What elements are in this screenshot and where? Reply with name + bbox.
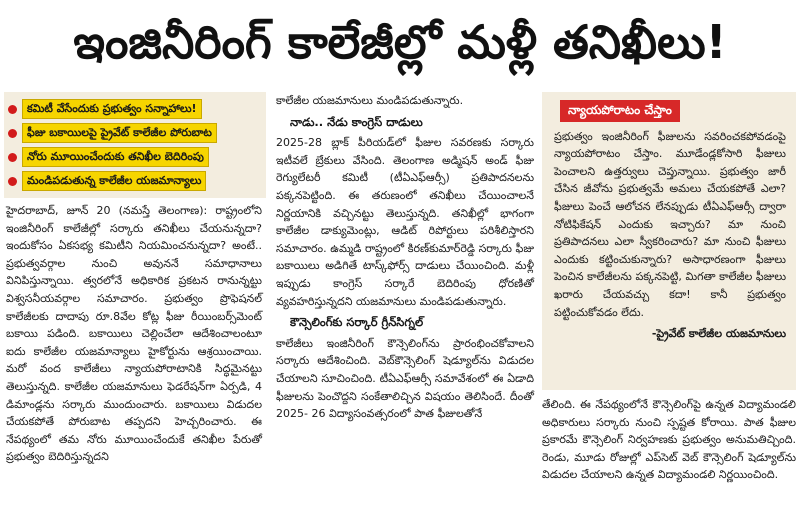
red-bullet-icon [8,177,17,186]
subheading: కౌన్సెలింగ్‌కు సర్కార్ గ్రీన్‌సిగ్నల్ [290,315,424,330]
highlight-text: నోరు మూయించేందుకు తనిఖీల బెదిరింపు [22,147,209,167]
headline: ఇంజినీరింగ్ కాలేజీల్లో మళ్లీ తనిఖీలు! [73,15,727,69]
highlights-box [4,92,266,198]
column-1 [6,202,262,466]
highlight-text: కమిటీ వేసేందుకు ప్రభుత్వం సన్నాహాలు! [22,99,202,119]
quote-box-title: న్యాయపోరాటం చేస్తాం [560,100,680,122]
red-bullet-icon [8,105,17,114]
highlight-text: ఫీజు బకాయిలపై ప్రైవేట్ కాలేజీల పోరుబాట [22,123,217,143]
quote-signature: -ప్రైవేట్ కాలేజీల యజమానులు [651,327,786,341]
highlight-item [8,99,262,119]
highlight-item [8,147,262,167]
article-paragraph: కాలేజీలు ఇంజినీరింగ్ కౌన్సెలింగ్‌ను ప్రారంభించకోవాలని సర్కారు ఆదేశించింది. వెబ్‌కౌన్సెలింగ్ షెడ్యూల్‌ను విడుదల చేయాలని సూచించింది. టీఏఎఫ్‌ఆర్సీ సమావేశంలో ఈ ఏడాది ఫీజులను పెంచొద్దని సంకేతాలిచ్చిన విషయం తెలిసిందే. దీంతో 2025- 26 విద్యాసంవత్సరంలో పాత ఫీజులతోనే [276,336,534,421]
article-paragraph: కాలేజీల యజమానులు మండిపడుతున్నారు. [276,94,464,107]
highlight-item [8,123,262,143]
quote-box [542,92,796,390]
article-paragraph: హైదరాబాద్, జూన్ 20 (నమస్తే తెలంగాణ): రాష్ట్రంలోని ఇంజినీరింగ్ కాలేజీల్లో సర్కారు తనిఖీలు చేయనున్నదా? ఇందుకోసం ఏకసభ్య కమిటీని నియమించనున్నదా? అంటే.. ప్రభుత్వవర్గాల నుంచి అవుననే సమాధానాలు వినిపిస్తున్నాయి. త్వరలోనే అధికారిక ప్రకటన రానున్నట్టు విశ్వసనీయవర్గాల సమాచారం. ప్రభుత్వం ప్రొఫెషనల్ కాలేజీలకు దాదాపు రూ.8వేల కోట్ల ఫీజు రీయింబర్స్‌మెంట్ బకాయి పడింది. బకాయిలు చెల్లించేలా ఆదేశించాలంటూ ఐదు కాలేజీల యజమాన్యాలు హైకోర్టును ఆశ్రయించాయి. మరో వంద కాలేజీలు న్యాయపోరాటానికి సిద్ధమైనట్టు తెలుస్తున్నది. కాలేజీల యజమానులు ఫెడరేషన్‌గా ఏర్పడి, 4 డిమాండ్లను సర్కారు ముందుంచారు. బకాయిలు విడుదల చేయకపోతే పోరుబాట తప్పదని హెచ్చరించారు. ఈ నేపథ్యంలో తమ నోరు మూయించేందుకే తనిఖీల పేరుతో ప్రభుత్వం బెదిరిస్తున్నదని [6,204,262,464]
article-paragraph: తేలింది. ఈ నేపథ్యంలోనే కౌన్సెలింగ్‌పై ఉన్నత విద్యామండలి అధికారులు సర్కారు నుంచి స్పష్టత కోరాయి. పాత ఫీజుల ప్రకారమే కౌన్సెలింగ్ నిర్వహణకు ప్రభుత్వం అనుమతిచ్చింది. రెండు, మూడు రోజుల్లో ఎప్‌సెట్ వెబ్ కౌన్సెలింగ్ షెడ్యూల్‌ను విడుదల చేయాలని ఉన్నత విద్యామండలి నిర్ణయించింది. [542,398,796,482]
red-bullet-icon [8,153,17,162]
highlight-text: మండిపడుతున్న కాలేజీల యజమాన్యాలు [22,171,206,191]
red-bullet-icon [8,129,17,138]
column-2 [276,92,534,423]
quote-text: ప్రభుత్వం ఇంజినీరింగ్ ఫీజులను సవరించకపోవడంపై న్యాయపోరాటం చేస్తాం. మూడేండ్లకోసారి ఫీజులు పెంచాలని ఉత్తర్వులు చెప్తున్నాయి. ప్రభుత్వం జారీ చేసిన జీవోను ప్రభుత్వమే అమలు చేయకపోతే ఎలా? ఫీజులు పెంచే ఆలోచన లేనప్పుడు టీఏఎఫ్‌ఆర్సీ ద్వారా నోటిఫికేషన్ ఎందుకు ఇచ్చారు? మా నుంచి ప్రతిపాదనలు ఎలా స్వీకరించారు? మా నుంచి ఫీజులు ఎందుకు కట్టించుకున్నారు? అసాధారణంగా ఫీజులు పెంచిన కాలేజీలను పక్కనపెట్టి, మిగతా కాలేజీల ఫీజులు ఖరారు చేయవచ్చు కదా! కానీ ప్రభుత్వం పట్టించుకోవడం లేదు. [554,129,786,319]
subheading: నాడు.. నేడు కాంగ్రెస్ దాడులు [290,114,423,129]
article-paragraph: 2025-28 బ్లాక్ పీరియడ్‌లో ఫీజుల సవరణకు సర్కారు ఇటీవలే బ్రేకులు వేసింది. తెలంగాణ అడ్మిషన్ అండ్ ఫీజు రెగ్యులేటరీ కమిటీ (టీఏఎఫ్‌ఆర్సీ) ప్రతిపాదనలను పక్కనపెట్టింది. ఈ తరుణంలో తనిఖీలు చేయించాలనే నిర్ణయానికి వచ్చినట్టు తెలుస్తున్నది. తనిఖీల్లో భాగంగా కాలేజీల డాక్యుమెంట్లు, ఆడిట్ రిపోర్టులు పరిశీలిస్తారని సమాచారం. ఉమ్మడి రాష్ట్రంలో కిరణ్‌కుమార్‌రెడ్డి సర్కారు ఫీజు బకాయిలు అడిగితే టాస్క్‌ఫోర్స్ దాడులు చేయించింది. మళ్లీ ఇప్పుడు కాంగ్రెస్ సర్కారే బెదిరింపు ధోరణితో వ్యవహరిస్తున్నదని యజమానులు మండిపడుతున్నారు. [276,136,534,308]
column-3 [542,92,796,484]
highlight-item [8,171,262,191]
